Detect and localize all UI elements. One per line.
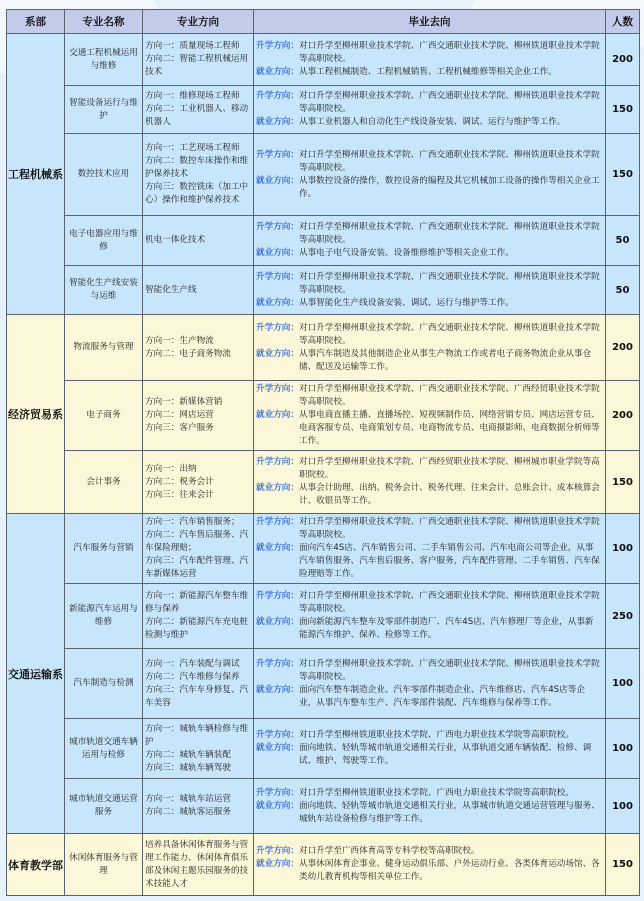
direction-line: 方向二：智能工程机械运用技术	[145, 54, 249, 77]
further-study-line	[256, 516, 602, 542]
enrollment-count: 100	[606, 514, 640, 584]
employment-line	[256, 409, 602, 448]
further-study-label: 升学方向：	[256, 457, 299, 467]
employment-label: 就业方向：	[256, 67, 299, 77]
further-study-text: 对口升学至柳州职业技术学院、广西交通职业技术学院、柳州铁道职业技术学院等高职院校。	[298, 517, 600, 540]
employment-text: 面向地铁、轻轨等城市轨道交通相关行业，从事城市轨道交通运营管理与服务、城轨车站设备检修与维护等工作。	[298, 800, 600, 824]
table-row	[7, 134, 640, 216]
employment-text: 从事智能化生产线设备安装、调试、运行与维护等工作。	[298, 297, 514, 308]
direction-line: 方向三：往来会计	[145, 489, 214, 500]
graduation-destination	[254, 649, 606, 719]
enrollment-count: 250	[606, 584, 640, 649]
major-name: 物流服务与管理	[65, 315, 143, 381]
further-study-label: 升学方向：	[256, 271, 299, 282]
major-name: 新能源汽车运用与维修	[65, 584, 143, 649]
major-name: 电子商务	[65, 381, 143, 451]
employment-line	[256, 858, 602, 884]
employment-line	[256, 66, 602, 79]
direction-line: 方向二：城轨车辆装配	[145, 749, 231, 760]
graduation-destination	[254, 584, 606, 649]
further-study-line	[256, 40, 602, 66]
enrollment-count: 100	[606, 719, 640, 779]
employment-text: 面向汽车4S店、汽车销售公司、二手车销售公司、汽车电商公司等企业，从事汽车销售服务、汽车售后服务、客户服务，汽车配件管理、二手车销售、汽车保险理赔等工作。	[298, 543, 600, 579]
further-study-label: 升学方向：	[256, 730, 299, 740]
further-study-line	[256, 271, 602, 297]
direction-line: 方向一：城轨车辆检修与维护	[145, 723, 249, 747]
direction-line: 方向一：汽车销售服务；	[145, 517, 240, 527]
direction-line: 方向二：数控车床操作和维护保养技术	[145, 156, 249, 179]
major-name: 智能设备运行与维护	[65, 86, 143, 134]
graduation-destination	[254, 34, 606, 86]
further-study-label: 升学方向：	[256, 322, 299, 333]
major-directions	[143, 315, 254, 381]
table-row	[7, 779, 640, 834]
employment-text: 面向新能源汽车整车及零部件制造厂、汽车4S店、汽车修理厂等企业，从事新能源汽车维护、保养、检修等工作。	[298, 617, 594, 640]
table-header-row	[7, 10, 640, 34]
enrollment-count: 50	[606, 216, 640, 266]
major-name: 会计事务	[65, 451, 143, 514]
employment-line	[256, 684, 602, 710]
enrollment-count: 100	[606, 649, 640, 719]
further-study-line	[256, 322, 602, 348]
employment-text: 从事汽车制造及其他制造企业从事生产物流工作或者电子商务物流企业从事仓储、配送及运输等工作。	[298, 348, 592, 372]
employment-text: 从事电商直播主播、直播场控、短视频制作员、网络营销专员、网店运营专员、电商客服专员、电商策划专员、电商物流专员、电商摄影师、电商数据分析师等工作。	[298, 410, 600, 446]
employment-label: 就业方向：	[256, 543, 299, 553]
major-directions	[143, 134, 254, 216]
graduation-destination	[254, 134, 606, 216]
major-name: 交通工程机械运用与维修	[65, 34, 143, 86]
enrollment-count: 150	[606, 834, 640, 896]
further-study-text: 对口升学至柳州职业技术学院、广西交通职业技术学院、柳州铁道职业技术学院等高职院校。	[298, 322, 600, 346]
major-directions	[143, 834, 254, 896]
enrollment-count: 150	[606, 134, 640, 216]
direction-line: 方向二：新能源汽车充电桩检测与维护	[145, 617, 249, 640]
employment-text: 从事工业机器人和自动化生产线设备安装、调试、运行与维护等工作。	[298, 117, 566, 127]
further-study-label: 升学方向：	[256, 658, 299, 669]
direction-line: 方向三：汽车车身修复、汽车美容	[145, 684, 249, 708]
header-direction: 专业方向	[143, 10, 254, 34]
table-row	[7, 315, 640, 381]
direction-line: 方向一：汽车装配与调试	[145, 658, 240, 669]
direction-line: 方向二：税务会计	[145, 476, 214, 487]
header-major: 专业名称	[65, 10, 143, 34]
table-row	[7, 719, 640, 779]
direction-line: 方向二：城轨客运服务	[145, 807, 231, 817]
employment-label: 就业方向：	[256, 117, 299, 127]
employment-line	[256, 247, 602, 260]
direction-line: 方向三：城轨车辆驾驶	[145, 762, 231, 773]
further-study-label: 升学方向：	[256, 222, 299, 232]
major-directions	[143, 34, 254, 86]
table-body	[7, 34, 640, 896]
major-name: 城市轨道交通运营服务	[65, 779, 143, 834]
further-study-label: 升学方向：	[256, 787, 299, 798]
major-name: 休闲体育服务与管理	[65, 834, 143, 896]
direction-line: 机电一体化技术	[145, 235, 206, 245]
further-study-line	[256, 456, 602, 482]
table-row	[7, 451, 640, 514]
employment-text: 从事工程机械制造、工程机械销售、工程机械维修等相关企业工作。	[298, 67, 557, 77]
further-study-line	[256, 845, 602, 858]
table-row	[7, 649, 640, 719]
employment-label: 就业方向：	[256, 297, 299, 308]
further-study-text: 对口升学至柳州职业技术学院、广西交通职业技术学院、柳州铁道职业技术学院等高职院校。	[298, 658, 600, 682]
employment-label: 就业方向：	[256, 410, 299, 420]
direction-line: 方向二：网店运营	[145, 410, 214, 420]
employment-text: 从事休闲体育企事业、健身运动俱乐部、户外运动行业、各类体育运动场馆、各类幼儿教育机构等相关单位工作。	[298, 859, 600, 882]
major-name: 电子电器应用与维修	[65, 216, 143, 266]
table-row	[7, 86, 640, 134]
direction-line: 方向一：质量现场工程师	[145, 41, 240, 51]
major-directions	[143, 86, 254, 134]
employment-label: 就业方向：	[256, 617, 299, 627]
further-study-label: 升学方向：	[256, 149, 299, 160]
graduation-destination	[254, 719, 606, 779]
direction-line: 方向二：电子商务物流	[145, 348, 231, 359]
further-study-label: 升学方向：	[256, 41, 299, 51]
graduation-destination	[254, 779, 606, 834]
further-study-line	[256, 221, 602, 247]
dept-name: 体育教学部	[7, 834, 65, 896]
employment-label: 就业方向：	[256, 175, 299, 186]
direction-line: 方向一：工艺现场工程师	[145, 143, 240, 153]
further-study-line	[256, 590, 602, 616]
further-study-text: 对口升学至柳州铁道职业技术学院、广西电力职业技术学院等高职院校。	[298, 787, 574, 798]
employment-label: 就业方向：	[256, 800, 299, 811]
enrollment-count: 200	[606, 381, 640, 451]
major-directions	[143, 719, 254, 779]
graduation-destination	[254, 514, 606, 584]
enrollment-count: 150	[606, 451, 640, 514]
employment-line	[256, 800, 602, 826]
direction-line: 方向一：新媒体营销	[145, 397, 223, 407]
header-dept: 系部	[7, 10, 65, 34]
major-directions	[143, 266, 254, 315]
enrollment-count: 200	[606, 34, 640, 86]
further-study-text: 对口升学至柳州职业技术学院、广西交通职业技术学院、柳州铁道职业技术学院等高职院校。	[298, 271, 600, 295]
enrollment-count: 150	[606, 86, 640, 134]
further-study-label: 升学方向：	[256, 91, 299, 101]
direction-line: 方向三：数控铣床（加工中心）操作和维护保养技术	[145, 182, 249, 205]
header-destination: 毕业去向	[254, 10, 606, 34]
graduation-destination	[254, 216, 606, 266]
table-row	[7, 216, 640, 266]
graduation-destination	[254, 381, 606, 451]
further-study-text: 对口升学至柳州职业技术学院、广西交通职业技术学院、柳州铁道职业技术学院等高职院校。	[298, 149, 600, 173]
direction-line: 方向一：出纳	[145, 463, 197, 474]
direction-line: 智能化生产线	[145, 284, 197, 295]
major-directions	[143, 779, 254, 834]
major-name: 汽车制造与检测	[65, 649, 143, 719]
employment-label: 就业方向：	[256, 483, 299, 493]
further-study-text: 对口升学至柳州职业技术学院、广西交通职业技术学院、柳州铁道职业技术学院等高职院校。	[298, 41, 600, 64]
dept-name: 经济贸易系	[7, 315, 65, 514]
table-row	[7, 584, 640, 649]
direction-line: 方向二：汽车维修与保养	[145, 671, 240, 682]
employment-label: 就业方向：	[256, 248, 299, 258]
employment-line	[256, 542, 602, 581]
direction-line: 方向一：维修现场工程师	[145, 91, 240, 101]
employment-text: 从事数控设备的操作，数控设备的编程及其它机械加工设备的操作等相关企业工作。	[298, 175, 600, 199]
employment-line	[256, 116, 602, 129]
major-directions	[143, 649, 254, 719]
majors-table	[6, 9, 640, 896]
further-study-text: 对口升学至柳州职业技术学院、广西经贸职业技术学院、柳州城市职业学院等高职院校。	[298, 457, 600, 480]
further-study-text: 对口升学至柳州职业技术学院、广西交通职业技术学院、柳州铁道职业技术学院等高职院校。	[298, 591, 600, 614]
direction-line: 方向二：汽车售后服务、汽车保险理赔；	[145, 530, 249, 553]
employment-line	[256, 297, 602, 310]
major-directions	[143, 584, 254, 649]
dept-name: 工程机械系	[7, 34, 65, 315]
further-study-text: 对口升学至广西体育高等专科学校等高职院校。	[298, 846, 480, 856]
direction-line: 方向二：工业机器人、移动机器人	[145, 104, 249, 127]
graduation-destination	[254, 266, 606, 315]
enrollment-count: 200	[606, 315, 640, 381]
further-study-label: 升学方向：	[256, 384, 299, 394]
dept-name: 交通运输系	[7, 514, 65, 834]
employment-text: 从事会计助理、出纳、税务会计、税务代理、往来会计、总账会计、成本核算会计、收银员等工作。	[298, 483, 600, 506]
major-directions	[143, 451, 254, 514]
header-count: 人数	[606, 10, 640, 34]
table-row	[7, 514, 640, 584]
employment-line	[256, 742, 602, 768]
direction-line: 方向三：汽车配件管理、汽车新媒体运营	[145, 556, 249, 579]
employment-line	[256, 348, 602, 374]
further-study-line	[256, 658, 602, 684]
direction-line: 培养具备休闲体育服务与管理工作能力、休闲体育俱乐部及休闲主题乐园服务的技术技能人才	[145, 839, 249, 889]
further-study-line	[256, 729, 602, 742]
direction-line: 方向三：客户服务	[145, 423, 214, 433]
further-study-text: 对口升学至柳州职业技术学院、广西交通职业技术学院、柳州铁道职业技术学院等高职院校。	[298, 222, 600, 245]
employment-line	[256, 175, 602, 201]
employment-label: 就业方向：	[256, 743, 299, 753]
major-directions	[143, 216, 254, 266]
table-row	[7, 266, 640, 315]
major-directions	[143, 514, 254, 584]
further-study-label: 升学方向：	[256, 517, 299, 527]
table-row	[7, 381, 640, 451]
further-study-line	[256, 90, 602, 116]
further-study-line	[256, 149, 602, 175]
graduation-destination	[254, 834, 606, 896]
employment-line	[256, 616, 602, 642]
employment-label: 就业方向：	[256, 859, 299, 869]
graduation-destination	[254, 86, 606, 134]
table-row	[7, 834, 640, 896]
further-study-text: 对口升学至柳州职业技术学院、广西交通职业技术学院、柳州铁道职业技术学院等高职院校。	[298, 91, 600, 114]
further-study-label: 升学方向：	[256, 591, 299, 601]
direction-line: 方向一：生产物流	[145, 335, 214, 346]
table-row	[7, 34, 640, 86]
employment-text: 从事电子电气设备安装、设备维修维护等相关企业工作。	[298, 248, 514, 258]
employment-label: 就业方向：	[256, 684, 299, 695]
further-study-label: 升学方向：	[256, 846, 299, 856]
major-name: 智能化生产线安装与运维	[65, 266, 143, 315]
further-study-line	[256, 383, 602, 409]
employment-label: 就业方向：	[256, 348, 299, 359]
further-study-text: 对口升学至柳州铁道职业技术学院、广西电力职业技术学院等高职院校。	[298, 730, 574, 740]
employment-line	[256, 482, 602, 508]
graduation-destination	[254, 451, 606, 514]
major-name: 城市轨道交通车辆运用与检修	[65, 719, 143, 779]
employment-text: 面向汽车整车制造企业、汽车零部件制造企业、汽车维修店、汽车4S店等企业，从事汽车整车生产、汽车零部件装配、汽车维修与保养等工作。	[298, 684, 585, 708]
major-name: 汽车服务与营销	[65, 514, 143, 584]
major-directions	[143, 381, 254, 451]
direction-line: 方向一：城轨车站运营	[145, 794, 231, 804]
enrollment-count: 50	[606, 266, 640, 315]
employment-text: 面向地铁、轻轨等城市轨道交通相关行业，从事轨道交通车辆装配、检修、调试、维护、驾驶等工作。	[298, 743, 592, 766]
further-study-line	[256, 787, 602, 800]
direction-line: 方向一：新能源汽车整车维修与保养	[145, 591, 249, 614]
further-study-text: 对口升学至柳州职业技术学院、广西交通职业技术学院、广西经贸职业技术学院等高职院校。	[298, 384, 600, 407]
enrollment-count: 100	[606, 779, 640, 834]
graduation-destination	[254, 315, 606, 381]
major-name: 数控技术应用	[65, 134, 143, 216]
